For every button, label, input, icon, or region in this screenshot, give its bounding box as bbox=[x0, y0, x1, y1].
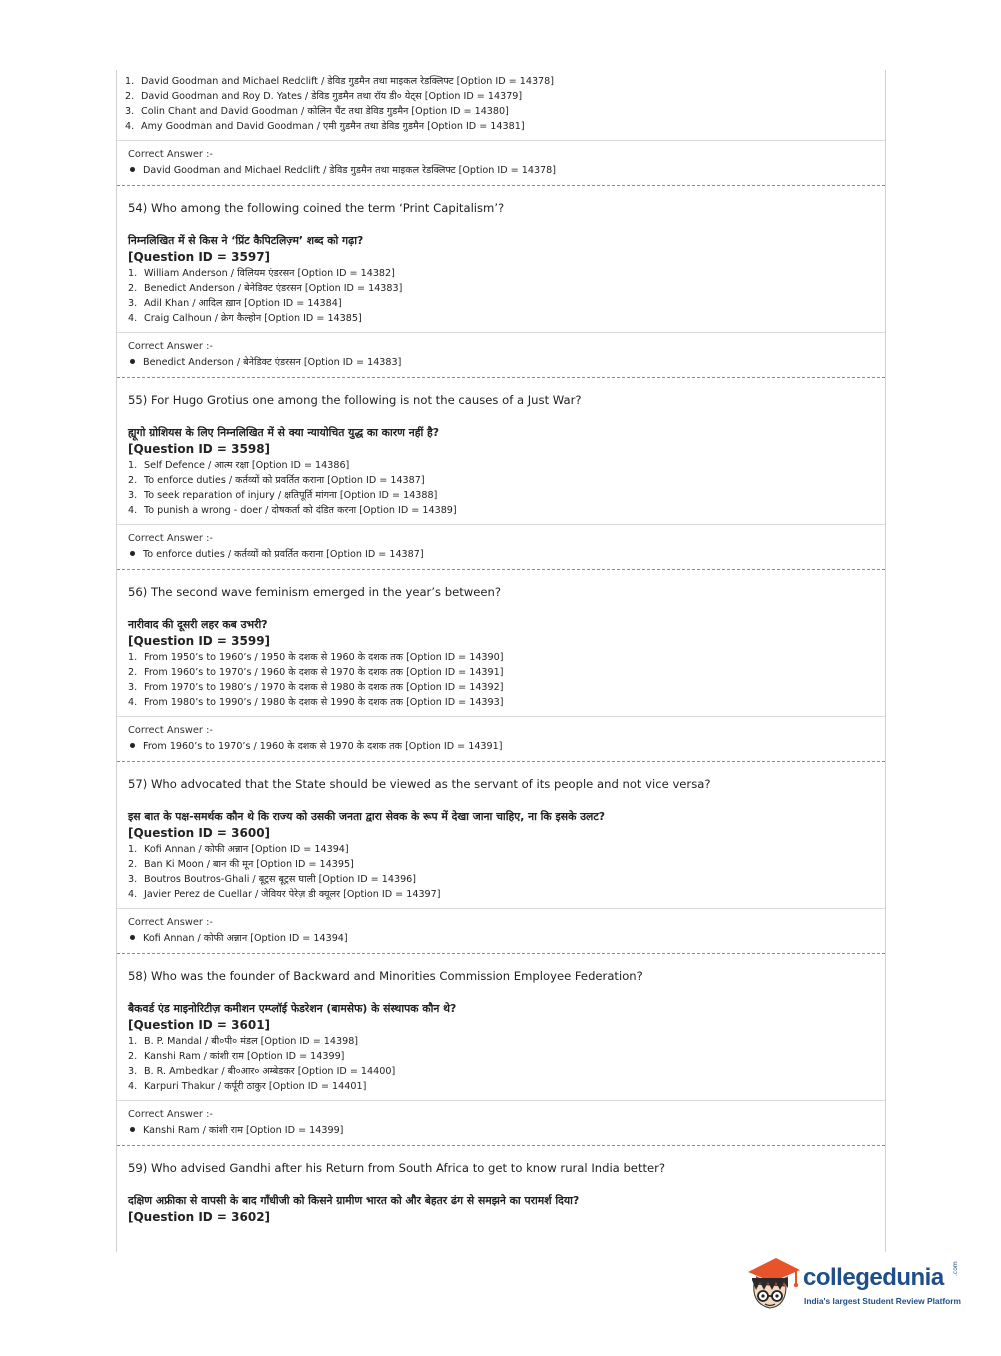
option-text: Boutros Boutros-Ghali / बूट्रस बूट्रस घाली [Option ID = 14396] bbox=[144, 874, 417, 885]
option-item: 3. B. R. Ambedkar / बी०आर० अम्बेडकर [Option ID = 14400] bbox=[128, 1066, 396, 1077]
option-text: Karpuri Thakur / कर्पूरी ठाकुर [Option ID = 14401] bbox=[144, 1081, 367, 1092]
question-53-continued bbox=[117, 70, 885, 186]
option-item: 4. Craig Calhoun / क्रेग कैल्होन [Option ID = 14385] bbox=[128, 313, 362, 324]
option-text: Craig Calhoun / क्रेग कैल्होन [Option ID = 14385] bbox=[144, 313, 362, 324]
option-item: 2. David Goodman and Roy D. Yates / डेविड गुडमैन तथा रॉय डी० येट्स [Option ID = 14379] bbox=[125, 91, 523, 102]
option-text: B. P. Mandal / बी०पी० मंडल [Option ID = 14398] bbox=[144, 1036, 359, 1047]
option-text: Colin Chant and David Goodman / कोलिन चैंट तथा डेविड गुडमैन [Option ID = 14380] bbox=[141, 106, 509, 117]
option-text: To enforce duties / कर्तव्यों को प्रवर्तित कराना [Option ID = 14387] bbox=[144, 475, 425, 486]
option-item: 2. Benedict Anderson / बेनेडिक्ट एंडरसन [Option ID = 14383] bbox=[128, 283, 403, 294]
option-item: 4. To punish a wrong - doer / दोषकर्ता को दंडित करना [Option ID = 14389] bbox=[128, 505, 457, 516]
option-text: From 1980’s to 1990’s / 1980 के दशक से 1990 के दशक तक [Option ID = 14393] bbox=[144, 697, 504, 708]
option-item: 2. Kanshi Ram / कांशी राम [Option ID = 14399] bbox=[128, 1051, 345, 1062]
option-text: Adil Khan / आदिल ख़ान [Option ID = 14384] bbox=[144, 298, 342, 309]
bullet-icon bbox=[130, 743, 135, 748]
question-55 bbox=[117, 378, 885, 570]
option-text: Javier Perez de Cuellar / जेवियर पेरेज़ डी क्यूलर [Option ID = 14397] bbox=[144, 889, 441, 900]
option-item: 1. From 1950’s to 1960’s / 1950 के दशक से 1960 के दशक तक [Option ID = 14390] bbox=[128, 652, 504, 663]
question-list bbox=[117, 70, 885, 1226]
option-text: From 1950’s to 1960’s / 1950 के दशक से 1960 के दशक तक [Option ID = 14390] bbox=[144, 652, 504, 663]
question-id: [Question ID = 3597] bbox=[128, 250, 271, 264]
question-hindi: बैकवर्ड एंड माइनोरिटीज़ कमीशन एम्प्लॉई फेडरेशन (बामसेफ) के संस्थापक कौन थे? bbox=[128, 1002, 457, 1015]
question-id: [Question ID = 3599] bbox=[128, 634, 271, 648]
option-list bbox=[128, 842, 885, 908]
option-list bbox=[128, 458, 885, 524]
correct-answer: Kofi Annan / कोफी अन्नान [Option ID = 14394] bbox=[128, 931, 885, 946]
option-item: 2. To enforce duties / कर्तव्यों को प्रवर्तित कराना [Option ID = 14387] bbox=[128, 475, 425, 486]
document-page bbox=[116, 70, 886, 1252]
correct-answer-label: Correct Answer :- bbox=[128, 1109, 213, 1120]
option-text: From 1960’s to 1970’s / 1960 के दशक से 1970 के दशक तक [Option ID = 14391] bbox=[144, 667, 504, 678]
option-text: Benedict Anderson / बेनेडिक्ट एंडरसन [Option ID = 14383] bbox=[144, 283, 403, 294]
question-59 bbox=[117, 1146, 885, 1226]
option-text: Amy Goodman and David Goodman / एमी गुडमैन तथा डेविड गुडमैन [Option ID = 14381] bbox=[141, 121, 525, 132]
correct-answer-label: Correct Answer :- bbox=[128, 341, 213, 352]
option-item: 1. William Anderson / विलियम एंडरसन [Option ID = 14382] bbox=[128, 268, 395, 279]
question-title: 59) Who advised Gandhi after his Return from South Africa to get to know rural India better? bbox=[128, 1161, 666, 1175]
question-hindi: नारीवाद की दूसरी लहर कब उभरी? bbox=[128, 618, 268, 631]
option-item: 4. Javier Perez de Cuellar / जेवियर पेरेज़ डी क्यूलर [Option ID = 14397] bbox=[128, 889, 441, 900]
option-item: 2. Ban Ki Moon / बान की मून [Option ID = 14395] bbox=[128, 859, 354, 870]
correct-answer-label: Correct Answer :- bbox=[128, 725, 213, 736]
option-item: 3. From 1970’s to 1980’s / 1970 के दशक से 1980 के दशक तक [Option ID = 14392] bbox=[128, 682, 504, 693]
student-mascot-icon bbox=[742, 1250, 802, 1312]
question-hindi: निम्नलिखित में से किस ने ‘प्रिंट कैपिटलिज़्म’ शब्द को गढ़ा? bbox=[128, 234, 364, 247]
option-text: To seek reparation of injury / क्षतिपूर्ति मांगना [Option ID = 14388] bbox=[144, 490, 438, 501]
correct-answer-section bbox=[117, 717, 885, 761]
question-54 bbox=[117, 186, 885, 378]
question-title: 56) The second wave feminism emerged in the year’s between? bbox=[128, 585, 502, 599]
correct-answer: Kanshi Ram / कांशी राम [Option ID = 14399] bbox=[128, 1123, 885, 1138]
option-item: 3. To seek reparation of injury / क्षतिपूर्ति मांगना [Option ID = 14388] bbox=[128, 490, 438, 501]
question-id: [Question ID = 3598] bbox=[128, 442, 271, 456]
bullet-icon bbox=[130, 1127, 135, 1132]
option-text: B. R. Ambedkar / बी०आर० अम्बेडकर [Option ID = 14400] bbox=[144, 1066, 396, 1077]
option-text: Self Defence / आत्म रक्षा [Option ID = 14386] bbox=[144, 460, 350, 471]
question-title: 55) For Hugo Grotius one among the following is not the causes of a Just War? bbox=[128, 393, 582, 407]
question-hindi: ह्यूगो ग्रोशियस के लिए निम्नलिखित में से क्या न्यायोचित युद्ध का कारण नहीं है? bbox=[128, 426, 440, 439]
question-title: 57) Who advocated that the State should be viewed as the servant of its people and not vice versa? bbox=[128, 777, 711, 791]
option-text: To punish a wrong - doer / दोषकर्ता को दंडित करना [Option ID = 14389] bbox=[144, 505, 457, 516]
correct-answer: Benedict Anderson / बेनेडिक्ट एंडरसन [Option ID = 14383] bbox=[128, 355, 885, 370]
question-title: 54) Who among the following coined the term ‘Print Capitalism’? bbox=[128, 201, 505, 215]
correct-answer: From 1960’s to 1970’s / 1960 के दशक से 1970 के दशक तक [Option ID = 14391] bbox=[128, 739, 885, 754]
option-item: 3. Adil Khan / आदिल ख़ान [Option ID = 14384] bbox=[128, 298, 342, 309]
question-id: [Question ID = 3601] bbox=[128, 1018, 271, 1032]
correct-answer: To enforce duties / कर्तव्यों को प्रवर्तित कराना [Option ID = 14387] bbox=[128, 547, 885, 562]
question-hindi: इस बात के पक्ष-समर्थक कौन थे कि राज्य को उसकी जनता द्वारा सेवक के रूप में देखा जाना चाहिए, ना कि इसके उलट? bbox=[128, 810, 606, 823]
option-text: Ban Ki Moon / बान की मून [Option ID = 14395] bbox=[144, 859, 354, 870]
correct-answer-section bbox=[117, 1101, 885, 1145]
correct-answer-section bbox=[117, 333, 885, 377]
option-item: 1. B. P. Mandal / बी०पी० मंडल [Option ID = 14398] bbox=[128, 1036, 359, 1047]
correct-answer-label: Correct Answer :- bbox=[128, 917, 213, 928]
option-item: 4. Karpuri Thakur / कर्पूरी ठाकुर [Option ID = 14401] bbox=[128, 1081, 367, 1092]
question-hindi: दक्षिण अफ्रीका से वापसी के बाद गाँधीजी को किसने ग्रामीण भारत को और बेहतर ढंग से समझने का परामर्श दिया? bbox=[128, 1194, 580, 1207]
question-id: [Question ID = 3602] bbox=[128, 1210, 271, 1224]
question-57 bbox=[117, 762, 885, 954]
correct-answer-section bbox=[117, 909, 885, 953]
option-text: William Anderson / विलियम एंडरसन [Option ID = 14382] bbox=[144, 268, 395, 279]
option-text: David Goodman and Michael Redclift / डेविड गुडमैन तथा माइकल रेडक्लिफ्ट [Option ID = 14378] bbox=[141, 76, 555, 87]
option-text: Kofi Annan / कोफी अन्नान [Option ID = 14394] bbox=[144, 844, 349, 855]
logo-wordmark: collegedunia bbox=[803, 1264, 944, 1291]
bullet-icon bbox=[130, 167, 135, 172]
bullet-icon bbox=[130, 551, 135, 556]
option-text: From 1970’s to 1980’s / 1970 के दशक से 1980 के दशक तक [Option ID = 14392] bbox=[144, 682, 504, 693]
option-item: 2. From 1960’s to 1970’s / 1960 के दशक से 1970 के दशक तक [Option ID = 14391] bbox=[128, 667, 504, 678]
logo-tagline: India's largest Student Review Platform bbox=[804, 1296, 961, 1306]
question-id: [Question ID = 3600] bbox=[128, 826, 271, 840]
option-list bbox=[128, 266, 885, 332]
logo-dotcom: .com bbox=[952, 1261, 959, 1276]
option-item: 4. Amy Goodman and David Goodman / एमी गुडमैन तथा डेविड गुडमैन [Option ID = 14381] bbox=[125, 121, 525, 132]
option-list bbox=[128, 1034, 885, 1100]
option-item: 3. Boutros Boutros-Ghali / बूट्रस बूट्रस घाली [Option ID = 14396] bbox=[128, 874, 417, 885]
question-58 bbox=[117, 954, 885, 1146]
correct-answer-section bbox=[117, 141, 885, 185]
option-list bbox=[117, 70, 885, 140]
option-text: Kanshi Ram / कांशी राम [Option ID = 14399] bbox=[144, 1051, 345, 1062]
bullet-icon bbox=[130, 935, 135, 940]
collegedunia-logo[interactable] bbox=[742, 1250, 972, 1312]
option-item: 1. Kofi Annan / कोफी अन्नान [Option ID = 14394] bbox=[128, 844, 349, 855]
option-item: 3. Colin Chant and David Goodman / कोलिन चैंट तथा डेविड गुडमैन [Option ID = 14380] bbox=[125, 106, 509, 117]
question-title: 58) Who was the founder of Backward and Minorities Commission Employee Federation? bbox=[128, 969, 643, 983]
option-item: 4. From 1980’s to 1990’s / 1980 के दशक से 1990 के दशक तक [Option ID = 14393] bbox=[128, 697, 504, 708]
option-item: 1. Self Defence / आत्म रक्षा [Option ID = 14386] bbox=[128, 460, 350, 471]
bullet-icon bbox=[130, 359, 135, 364]
option-item: 1. David Goodman and Michael Redclift / डेविड गुडमैन तथा माइकल रेडक्लिफ्ट [Option ID = 14378] bbox=[125, 76, 555, 87]
option-text: David Goodman and Roy D. Yates / डेविड गुडमैन तथा रॉय डी० येट्स [Option ID = 14379] bbox=[141, 91, 523, 102]
correct-answer-label: Correct Answer :- bbox=[128, 149, 213, 160]
option-list bbox=[128, 650, 885, 716]
question-56 bbox=[117, 570, 885, 762]
correct-answer: David Goodman and Michael Redclift / डेविड गुडमैन तथा माइकल रेडक्लिफ्ट [Option ID = 14378] bbox=[128, 163, 885, 178]
correct-answer-section bbox=[117, 525, 885, 569]
correct-answer-label: Correct Answer :- bbox=[128, 533, 213, 544]
